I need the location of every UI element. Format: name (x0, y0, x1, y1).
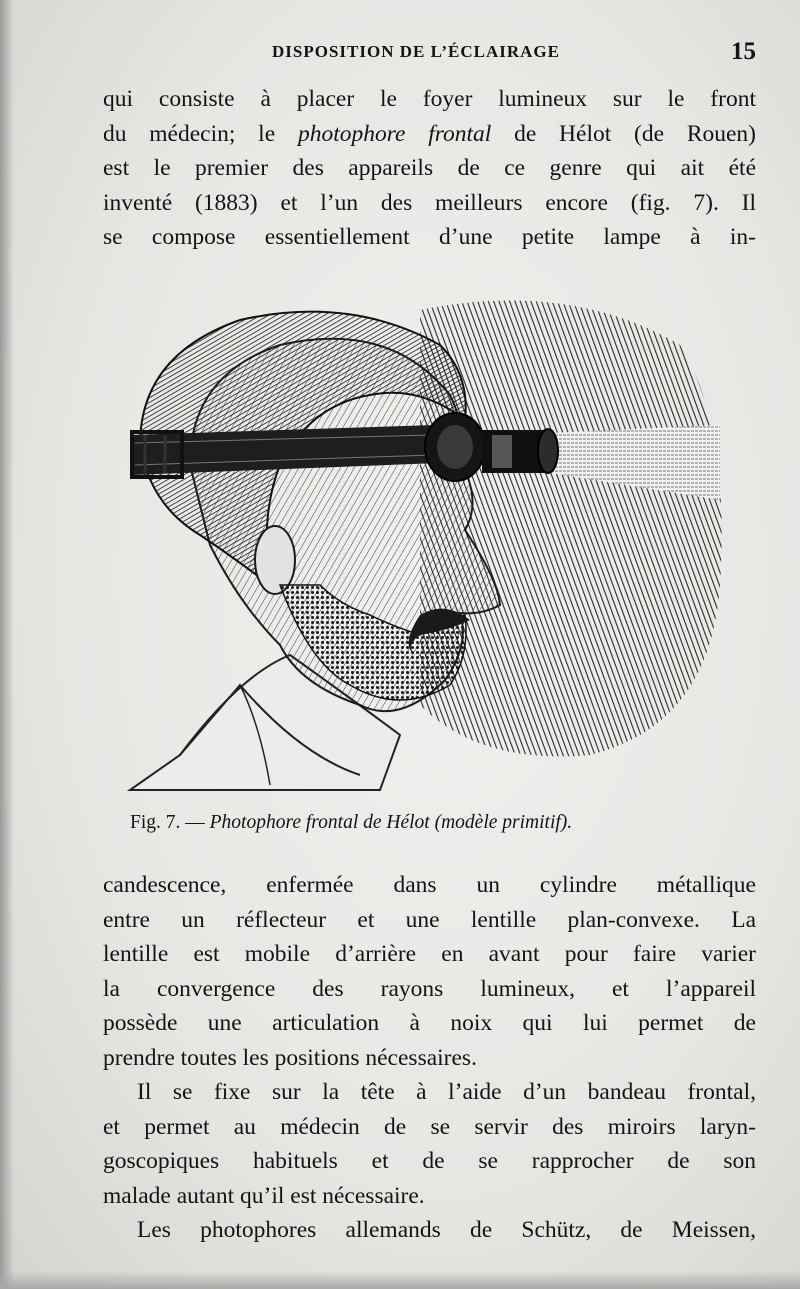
text-line: est le premier des appareils de ce genre qui ait été (103, 155, 756, 181)
running-title: DISPOSITION DE L’ÉCLAIRAGE (272, 42, 560, 61)
italic-term: photophore frontal (297, 120, 492, 147)
text-line: se compose essentiellement d’une petite lampe à in- (103, 224, 756, 250)
figure-caption-text: Photophore frontal de Hélot (modèle primitif). (209, 812, 573, 833)
text-line-end: de Hélot (de Rouen) (491, 120, 757, 147)
text-line: et permet au médecin de se servir des miroirs laryn- (103, 1113, 756, 1140)
text-line: candescence, enfermée dans un cylindre métallique (103, 872, 756, 898)
text-line: la convergence des rayons lumineux, et l’appareil (103, 975, 756, 1002)
text-line: Il se fixe sur la tête à l’aide d’un bandeau frontal, (137, 1079, 756, 1105)
running-head (100, 40, 756, 70)
page-edge-shadow (0, 0, 14, 1289)
page-bottom-shadow (0, 1271, 800, 1289)
text-line: inventé (1883) et l’un des meilleurs encore (fig. 7). Il (103, 189, 756, 216)
text-line: lentille est mobile d’arrière en avant pour faire varier (103, 941, 756, 967)
figure-caption (130, 812, 770, 834)
text-line (103, 117, 756, 152)
engraving-illustration (120, 285, 730, 805)
text-line-start: du médecin; le (103, 120, 298, 147)
text-line: malade autant qu’il est nécessaire. (103, 1182, 425, 1209)
text-line: Les photophores allemands de Schütz, de Meissen, (137, 1217, 756, 1243)
text-line: goscopiques habituels et de se rapprocher de son (103, 1148, 756, 1174)
text-line: possède une articulation à noix qui lui permet de (103, 1010, 756, 1036)
text-line: prendre toutes les positions nécessaires. (103, 1044, 477, 1071)
figure-label: Fig. 7. — (130, 812, 210, 833)
text-line: qui consiste à placer le foyer lumineux sur le front (103, 86, 756, 112)
head-with-photophore-engraving (120, 285, 730, 805)
page-number: 15 (731, 38, 756, 65)
body-text-top (103, 82, 756, 255)
text-line: entre un réflecteur et une lentille plan-convexe. La (103, 906, 756, 933)
body-text-bottom (103, 868, 756, 1248)
